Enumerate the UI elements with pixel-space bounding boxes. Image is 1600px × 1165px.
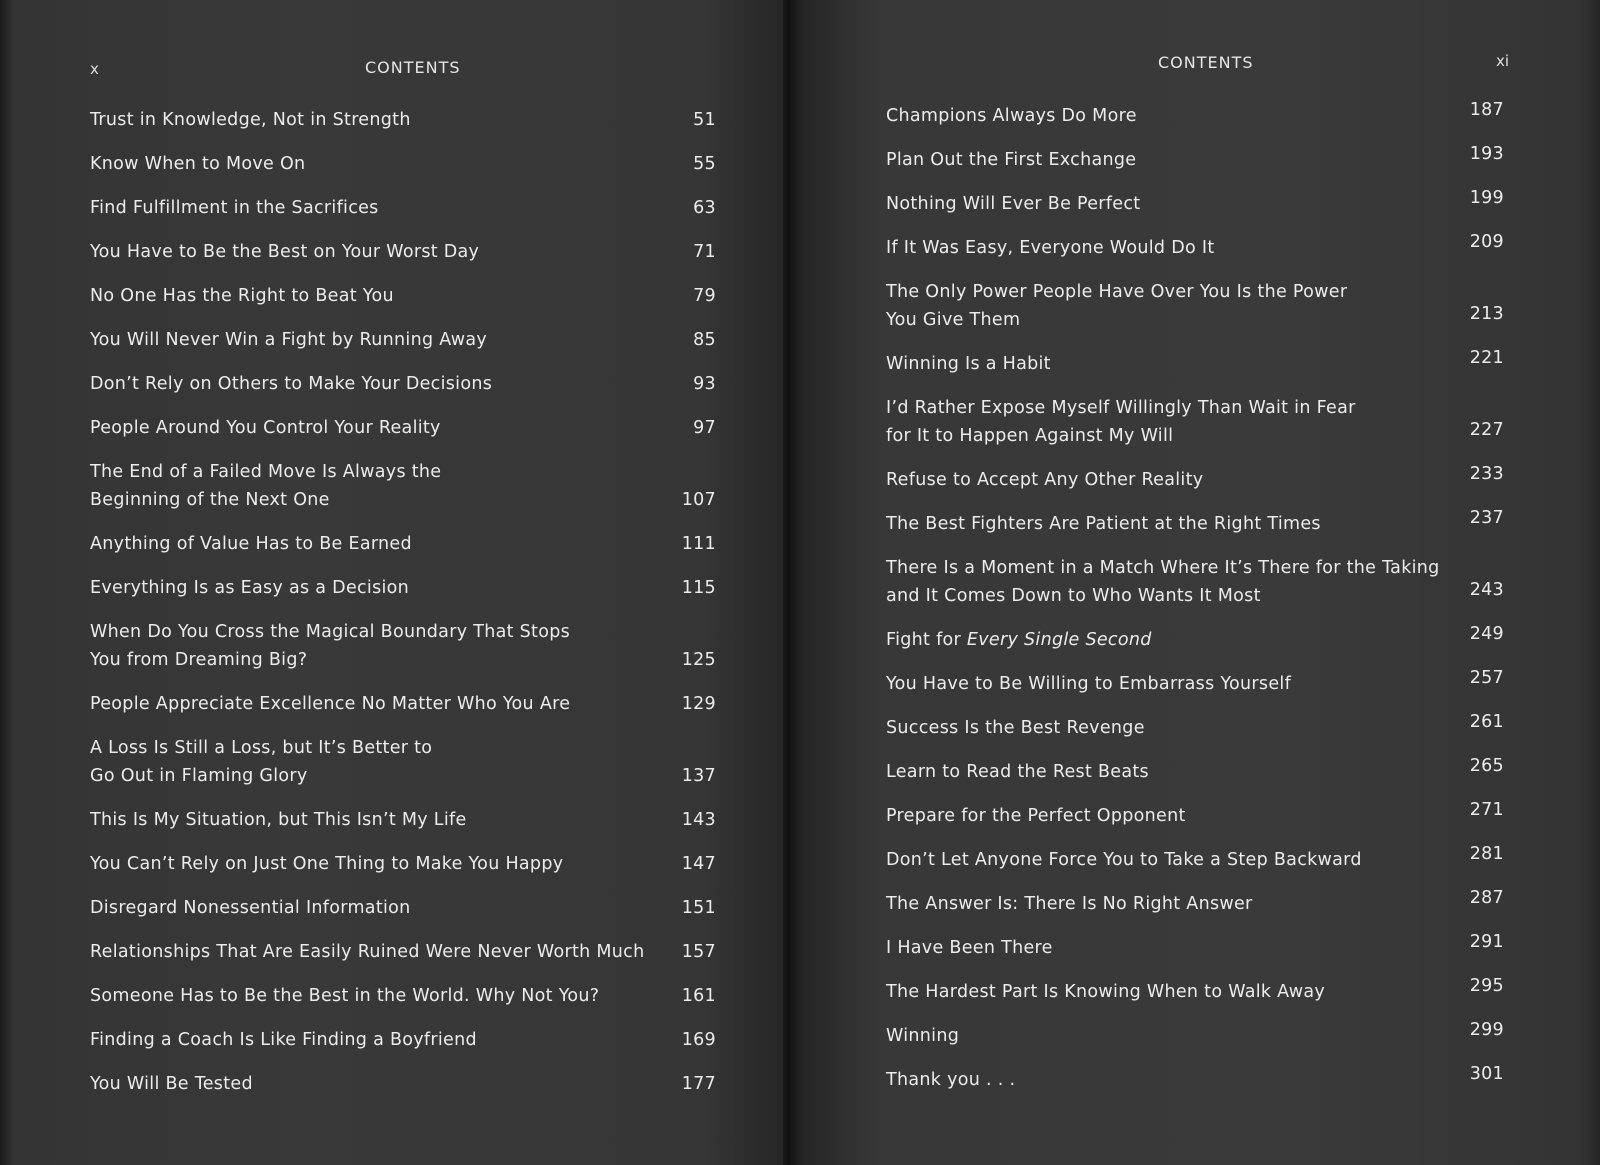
toc-entry-title: [886, 758, 1504, 786]
toc-entry-title: [886, 102, 1504, 130]
toc-entry-title-line: Anything of Value Has to Be Earned: [90, 534, 412, 554]
toc-entry-title-line: Don’t Rely on Others to Make Your Decisions: [90, 374, 493, 394]
toc-entry-title: [886, 350, 1504, 378]
toc-entry-title-line: People Appreciate Excellence No Matter Who You Are: [90, 694, 571, 714]
toc-entry-page-number: 295: [1469, 976, 1504, 996]
toc-entry-title: [90, 194, 716, 222]
toc-entry: [90, 938, 716, 966]
toc-entry-title-line: People Around You Control Your Reality: [90, 418, 441, 438]
toc-entry: [886, 554, 1504, 610]
toc-entry-title-line: If It Was Easy, Everyone Would Do It: [886, 238, 1215, 258]
toc-entry: [886, 102, 1504, 130]
toc-entry-title-line: Success Is the Best Revenge: [886, 718, 1145, 738]
toc-entry-page-number: 79: [693, 286, 716, 306]
toc-entry-title-line: for It to Happen Against My Will: [886, 426, 1174, 446]
toc-entry-title: [886, 846, 1504, 874]
right-page-header: CONTENTS: [1158, 53, 1254, 72]
toc-entry-title: [90, 938, 716, 966]
toc-entry-title: [90, 574, 716, 602]
toc-entry-title-line: Winning: [886, 1026, 960, 1046]
toc-entry: [886, 1066, 1504, 1094]
toc-entry-title: [886, 1022, 1504, 1050]
toc-entry-title-prefix: Fight for: [886, 630, 967, 650]
toc-entry-title-line: Know When to Move On: [90, 154, 306, 174]
toc-entry: [90, 690, 716, 718]
toc-entry-title: [886, 934, 1504, 962]
toc-entry: [886, 670, 1504, 698]
toc-entry-title-emphasis: Every Single Second: [966, 630, 1152, 650]
toc-entry-title-line: This Is My Situation, but This Isn’t My Life: [90, 810, 467, 830]
toc-entry-title-line: The Only Power People Have Over You Is the Power: [886, 282, 1348, 302]
toc-entry-title-line: You Will Be Tested: [90, 1074, 253, 1094]
toc-entry-title-line: The Answer Is: There Is No Right Answer: [886, 894, 1253, 914]
toc-entry-title: [886, 234, 1504, 262]
toc-entry-page-number: 169: [681, 1030, 716, 1050]
toc-entry-title-line: Champions Always Do More: [886, 106, 1137, 126]
toc-entry-title: [90, 326, 716, 354]
toc-entry: [90, 734, 716, 790]
toc-entry: [886, 1022, 1504, 1050]
toc-entry-title-line: I Have Been There: [886, 938, 1053, 958]
toc-entry-title-line: Winning Is a Habit: [886, 354, 1051, 374]
toc-entry-page-number: 51: [693, 110, 716, 130]
toc-entry-title: [90, 690, 716, 718]
toc-entry-title: [886, 510, 1504, 538]
toc-entry-title: [90, 734, 716, 790]
toc-entry-title: [90, 106, 716, 134]
toc-entry-title-line: and It Comes Down to Who Wants It Most: [886, 586, 1261, 606]
toc-entry-title-line: A Loss Is Still a Loss, but It’s Better to: [90, 738, 433, 758]
toc-entry-title-line: Trust in Knowledge, Not in Strength: [90, 110, 411, 130]
toc-entry: [90, 806, 716, 834]
toc-entry-title-line: Find Fulfillment in the Sacrifices: [90, 198, 379, 218]
toc-entry: [90, 982, 716, 1010]
right-contents-list: [886, 102, 1504, 1110]
toc-entry-title: [886, 146, 1504, 174]
toc-entry-title: [90, 850, 716, 878]
toc-entry: [886, 278, 1504, 334]
toc-entry-title: [90, 982, 716, 1010]
toc-entry-page-number: 97: [693, 418, 716, 438]
toc-entry-title: [90, 530, 716, 558]
toc-entry-page-number: 129: [681, 694, 716, 714]
toc-entry-page-number: 299: [1469, 1020, 1504, 1040]
toc-entry-title: [886, 394, 1504, 450]
toc-entry-title-line: Everything Is as Easy as a Decision: [90, 578, 410, 598]
toc-entry-page-number: 265: [1469, 756, 1504, 776]
toc-entry: [886, 394, 1504, 450]
toc-entry-page-number: 143: [681, 810, 716, 830]
toc-entry: [886, 146, 1504, 174]
toc-entry: [886, 190, 1504, 218]
toc-entry-title: [886, 626, 1504, 654]
toc-entry-page-number: 193: [1469, 144, 1504, 164]
toc-entry-page-number: 281: [1469, 844, 1504, 864]
toc-entry: [886, 466, 1504, 494]
toc-entry-title: [886, 890, 1504, 918]
toc-entry-title-line: Nothing Will Ever Be Perfect: [886, 194, 1141, 214]
toc-entry-title-line: Don’t Let Anyone Force You to Take a Step Backward: [886, 850, 1362, 870]
toc-entry-title: [886, 466, 1504, 494]
toc-entry: [90, 414, 716, 442]
toc-entry: [90, 282, 716, 310]
toc-entry: [90, 1026, 716, 1054]
right-page: [790, 0, 1600, 1165]
toc-entry-title: [90, 1026, 716, 1054]
toc-entry-page-number: 63: [693, 198, 716, 218]
toc-entry-page-number: 213: [1469, 304, 1504, 324]
toc-entry-title-line: Plan Out the First Exchange: [886, 150, 1137, 170]
toc-entry-page-number: 249: [1469, 624, 1504, 644]
toc-entry: [886, 846, 1504, 874]
toc-entry: [886, 890, 1504, 918]
toc-entry: [886, 978, 1504, 1006]
toc-entry-title: [90, 618, 716, 674]
toc-entry-title: [886, 190, 1504, 218]
toc-entry-page-number: 137: [681, 766, 716, 786]
toc-entry-title-line: You Give Them: [886, 310, 1021, 330]
toc-entry-page-number: 261: [1469, 712, 1504, 732]
toc-entry-title: [90, 1070, 716, 1098]
toc-entry-title: [886, 978, 1504, 1006]
toc-entry: [90, 530, 716, 558]
toc-entry: [886, 934, 1504, 962]
toc-entry-title: [90, 806, 716, 834]
toc-entry-page-number: 157: [681, 942, 716, 962]
toc-entry-title-line: The Hardest Part Is Knowing When to Walk Away: [886, 982, 1326, 1002]
toc-entry-page-number: 111: [681, 534, 716, 554]
toc-entry-title-line: You Will Never Win a Fight by Running Away: [90, 330, 488, 350]
toc-entry-page-number: 209: [1469, 232, 1504, 252]
toc-entry-title: [90, 894, 716, 922]
toc-entry-page-number: 221: [1469, 348, 1504, 368]
toc-entry-title: [886, 1066, 1504, 1094]
toc-entry-page-number: 115: [681, 578, 716, 598]
toc-entry-title-line: No One Has the Right to Beat You: [90, 286, 394, 306]
toc-entry-title-line: Finding a Coach Is Like Finding a Boyfriend: [90, 1030, 477, 1050]
toc-entry: [90, 370, 716, 398]
toc-entry-title: [886, 802, 1504, 830]
toc-entry-page-number: 93: [693, 374, 716, 394]
toc-entry-title: [886, 714, 1504, 742]
toc-entry-page-number: 291: [1469, 932, 1504, 952]
toc-entry-page-number: 227: [1469, 420, 1504, 440]
toc-entry-title-line: [886, 626, 1504, 654]
toc-entry-title: [886, 554, 1504, 610]
toc-entry-title-line: Beginning of the Next One: [90, 490, 330, 510]
toc-entry-page-number: 125: [681, 650, 716, 670]
toc-entry-page-number: 107: [681, 490, 716, 510]
toc-entry: [90, 150, 716, 178]
toc-entry-title: [90, 238, 716, 266]
toc-entry: [90, 894, 716, 922]
toc-entry: [886, 350, 1504, 378]
toc-entry-title: [90, 370, 716, 398]
toc-entry-title-line: You Can’t Rely on Just One Thing to Make You Happy: [90, 854, 564, 874]
toc-entry: [90, 574, 716, 602]
toc-entry: [90, 618, 716, 674]
toc-entry: [90, 326, 716, 354]
toc-entry-title-line: The End of a Failed Move Is Always the: [90, 462, 442, 482]
toc-entry-page-number: 199: [1469, 188, 1504, 208]
toc-entry-page-number: 177: [681, 1074, 716, 1094]
toc-entry-title-line: Relationships That Are Easily Ruined Were Never Worth Much: [90, 942, 645, 962]
toc-entry-title-line: I’d Rather Expose Myself Willingly Than Wait in Fear: [886, 398, 1356, 418]
toc-entry: [90, 1070, 716, 1098]
toc-entry: [886, 714, 1504, 742]
toc-entry-page-number: 271: [1469, 800, 1504, 820]
toc-entry-title-line: You Have to Be the Best on Your Worst Day: [90, 242, 480, 262]
toc-entry-title-line: Disregard Nonessential Information: [90, 898, 411, 918]
toc-entry-title-line: You from Dreaming Big?: [90, 650, 308, 670]
toc-entry-title: [90, 414, 716, 442]
toc-entry-page-number: 237: [1469, 508, 1504, 528]
toc-entry: [886, 510, 1504, 538]
toc-entry-title: [886, 278, 1504, 334]
toc-entry-title-line: Prepare for the Perfect Opponent: [886, 806, 1186, 826]
toc-entry-page-number: 287: [1469, 888, 1504, 908]
toc-entry: [90, 458, 716, 514]
toc-entry-page-number: 233: [1469, 464, 1504, 484]
toc-entry-title: [90, 282, 716, 310]
toc-entry-page-number: 147: [681, 854, 716, 874]
right-page-number: xi: [1496, 52, 1510, 70]
toc-entry-title: [886, 670, 1504, 698]
toc-entry-page-number: 71: [693, 242, 716, 262]
toc-entry-title-line: Someone Has to Be the Best in the World. Why Not You?: [90, 986, 600, 1006]
toc-entry: [886, 758, 1504, 786]
toc-entry: [90, 238, 716, 266]
toc-entry: [90, 850, 716, 878]
left-contents-list: [90, 106, 716, 1114]
left-page-number: x: [90, 60, 99, 78]
toc-entry-page-number: 85: [693, 330, 716, 350]
toc-entry-page-number: 55: [693, 154, 716, 174]
toc-entry: [90, 106, 716, 134]
toc-entry: [90, 194, 716, 222]
toc-entry-title-line: Refuse to Accept Any Other Reality: [886, 470, 1204, 490]
toc-entry-page-number: 257: [1469, 668, 1504, 688]
toc-entry-page-number: 187: [1469, 100, 1504, 120]
toc-entry-title-line: Go Out in Flaming Glory: [90, 766, 308, 786]
toc-entry: [886, 626, 1504, 654]
toc-entry-title-line: Thank you . . .: [886, 1070, 1016, 1090]
toc-entry: [886, 234, 1504, 262]
toc-entry-title-line: The Best Fighters Are Patient at the Right Times: [886, 514, 1321, 534]
toc-entry: [886, 802, 1504, 830]
toc-entry-title-line: There Is a Moment in a Match Where It’s There for the Taking: [886, 558, 1440, 578]
toc-entry-title: [90, 150, 716, 178]
toc-entry-page-number: 151: [681, 898, 716, 918]
toc-entry-title-line: Learn to Read the Rest Beats: [886, 762, 1149, 782]
toc-entry-title-line: When Do You Cross the Magical Boundary That Stops: [90, 622, 571, 642]
left-page: [0, 0, 790, 1165]
toc-entry-title-line: You Have to Be Willing to Embarrass Yourself: [886, 674, 1292, 694]
toc-entry-page-number: 161: [681, 986, 716, 1006]
toc-entry-page-number: 243: [1469, 580, 1504, 600]
toc-entry-title: [90, 458, 716, 514]
left-page-header: CONTENTS: [365, 58, 461, 77]
toc-entry-page-number: 301: [1469, 1064, 1504, 1084]
